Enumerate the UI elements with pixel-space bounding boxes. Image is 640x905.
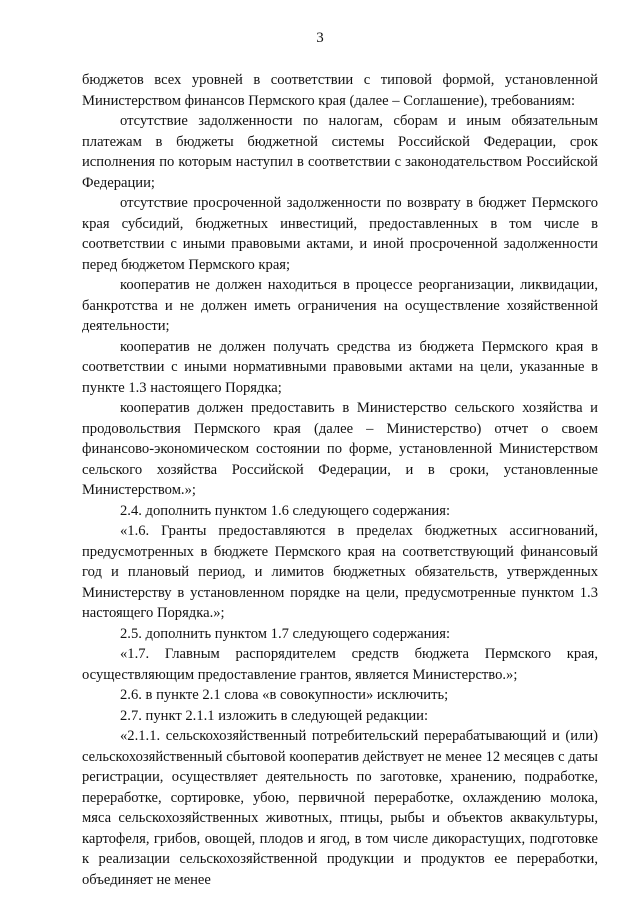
paragraph-report: кооператив должен предоставить в Министерство сельского хозяйства и продовольствия Пермского края (далее – Министерство) отчет о своем финансово-экономическом состоянии по форме, установленной Министерством сельского хозяйства Российской Федерации, и в сроки, установленные Министерством.»; [82, 400, 598, 498]
paragraph-1-6: «1.6. Гранты предоставляются в пределах бюджетных ассигнований, предусмотренных в бюджете Пермского края на соответствующий финансовый год и плановый период, и лимитов бюджетных обязательств, утвержденных Министерству в установленном порядке на цели, предусмотренные пунктом 1.3 настоящего Порядка.»; [82, 523, 598, 621]
paragraph-tax-debt: отсутствие задолженности по налогам, сборам и иным обязательным платежам в бюджеты бюджетной системы Российской Федерации, срок исполнения по которым наступил в соответствии с законодательством Российской Федерации; [82, 113, 598, 191]
paragraph-overdue-debt: отсутствие просроченной задолженности по возврату в бюджет Пермского края субсидий, бюджетных инвестиций, предоставленных в том числе в соответствии с иными правовыми актами, и иной просроченной задолженности перед бюджетом Пермского края; [82, 195, 598, 273]
paragraph-reorganization: кооператив не должен находиться в процессе реорганизации, ликвидации, банкротства и не должен иметь ограничения на осуществление хозяйственной деятельности; [82, 277, 598, 334]
page-number: 3 [316, 30, 324, 46]
paragraph-continuation: бюджетов всех уровней в соответствии с типовой формой, установленной Министерством финансов Пермского края (далее – Соглашение), требованиям: [82, 72, 598, 109]
paragraph-other-funds: кооператив не должен получать средства из бюджета Пермского края в соответствии с иными нормативными правовыми актами на цели, указанные в пункте 1.3 настоящего Порядка; [82, 338, 598, 396]
paragraph-2-6: 2.6. в пункте 2.1 слова «в совокупности» исключить; [120, 687, 449, 703]
paragraph-2-1-1: «2.1.1. сельскохозяйственный потребительский перерабатывающий и (или) сельскохозяйственный сбытовой кооператив действует не менее 12 месяцев с даты регистрации, осуществляет деятельность по заготовке, хранению, подработке, переработке, сортировке, убою, первичной переработке, охлаждению молока, мяса сельскохозяйственных животных, птицы, рыбы и объектов аквакультуры, картофеля, грибов, овощей, плодов и ягод, в том числе дикорастущих, подготовке к реализации сельскохозяйственной продукции и продуктов ее переработки, объединяет не менее [82, 728, 598, 888]
document-body [82, 70, 598, 890]
paragraph-2-7: 2.7. пункт 2.1.1 изложить в следующей редакции: [120, 707, 429, 724]
paragraph-2-4: 2.4. дополнить пунктом 1.6 следующего содержания: [120, 502, 451, 519]
paragraph-1-7: «1.7. Главным распорядителем средств бюджета Пермского края, осуществляющим предоставление грантов, является Министерство.»; [82, 646, 598, 683]
paragraph-2-5: 2.5. дополнить пунктом 1.7 следующего содержания: [120, 625, 451, 642]
